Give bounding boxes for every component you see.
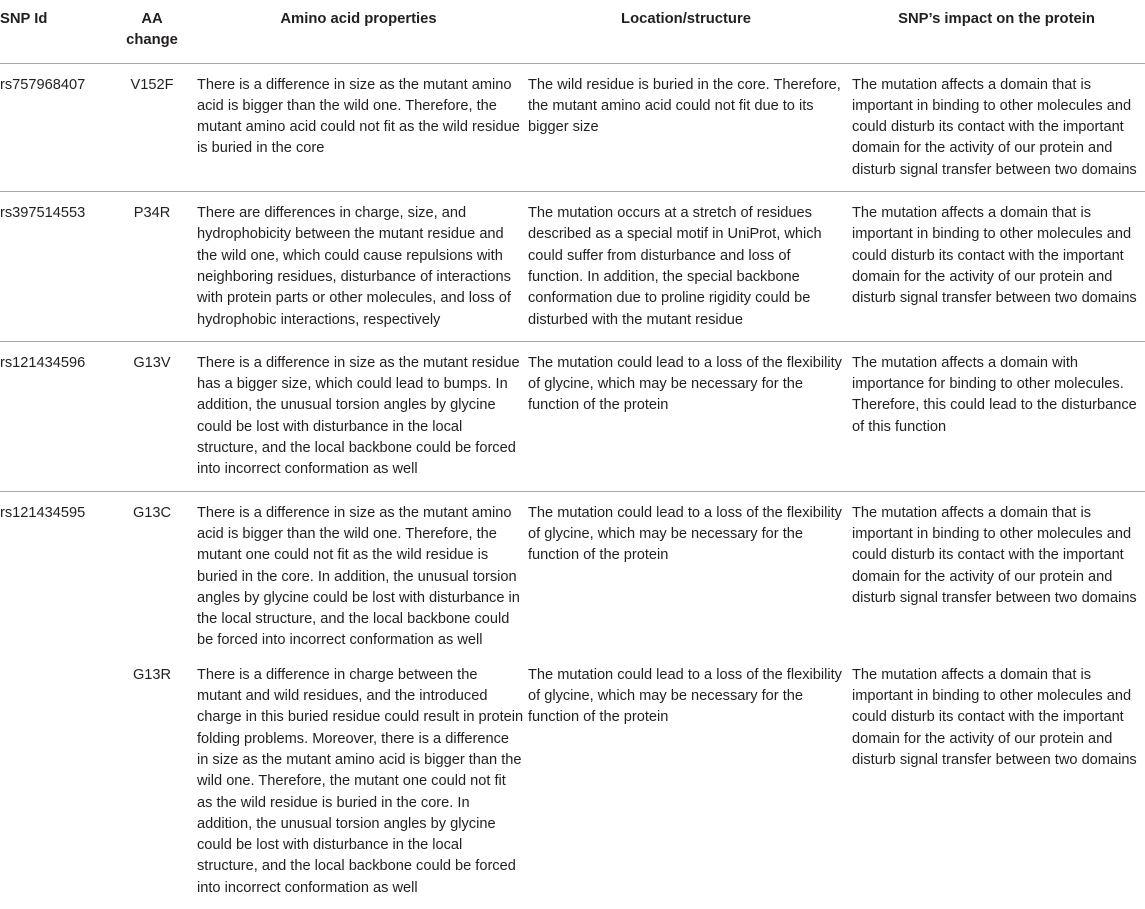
cell-aa-properties: There is a difference in size as the mutant amino acid is bigger than the wild one. Therefore, the mutant one could not fit as the wild residue is buried in the core. In addition, the unusual torsion angles by glycine could be lost with disturbance in the local structure, and the local backbone could be forced into incorrect conformation as well	[197, 504, 520, 649]
cell-aa-properties: There is a difference in charge between the mutant and wild residues, and the introduced charge in this buried residue could result in protein folding problems. Moreover, there is a difference in size as the mutant amino acid is bigger than the wild one. Therefore, the mutant one could not fit as the wild residue is buried in the core. In addition, the unusual torsion angles by glycine could be lost with disturbance in the local structure, and the local backbone could be forced into incorrect conformation as well	[197, 666, 524, 896]
cell-aa-change: G13R	[132, 666, 172, 683]
cell-location: The wild residue is buried in the core. Therefore, the mutant amino acid could not fit due to its bigger size	[524, 63, 848, 191]
table-body	[0, 63, 1145, 909]
cell-snp-id: rs757968407	[0, 63, 111, 191]
header-aa-properties: Amino acid properties	[193, 0, 524, 63]
header-row	[0, 0, 1145, 63]
cell-snp-id: rs121434595	[0, 504, 86, 521]
header-impact: SNP’s impact on the protein	[848, 0, 1145, 63]
table-row	[0, 662, 1145, 909]
cell-aa-change: P34R	[111, 192, 193, 342]
cell-aa-properties: There is a difference in size as the mutant amino acid is bigger than the wild one. Therefore, the mutant amino acid could not fit as the wild residue is buried in the core	[193, 63, 524, 191]
cell-snp-id: rs397514553	[0, 192, 111, 342]
cell-aa-change: G13V	[111, 341, 193, 491]
cell-aa-properties: There is a difference in size as the mutant residue has a bigger size, which could lead to bumps. In addition, the unusual torsion angles by glycine could be lost with disturbance in the local structure, and the local backbone could be forced into incorrect conformation as well	[193, 341, 524, 491]
cell-location: The mutation could lead to a loss of the flexibility of glycine, which may be necessary for the function of the protein	[528, 504, 842, 564]
cell-snp-id: rs121434596	[0, 341, 111, 491]
cell-impact: The mutation affects a domain that is important in binding to other molecules and could disturb its contact with the important domain for the activity of our protein and disturb signal transfer between two domains	[848, 192, 1145, 342]
cell-location: The mutation could lead to a loss of the flexibility of glycine, which may be necessary for the function of the protein	[528, 666, 842, 726]
header-location: Location/structure	[524, 0, 848, 63]
cell-impact: The mutation affects a domain with importance for binding to other molecules. Therefore, this could lead to the disturbance of this function	[848, 341, 1145, 491]
cell-aa-change: G13C	[132, 504, 172, 521]
table-row	[0, 491, 1145, 662]
cell-location: The mutation could lead to a loss of the flexibility of glycine, which may be necessary for the function of the protein	[524, 341, 848, 491]
cell-snp-id	[0, 662, 111, 909]
header-aa-change: AA change	[111, 0, 193, 63]
cell-impact: The mutation affects a domain that is important in binding to other molecules and could disturb its contact with the important domain for the activity of our protein and disturb signal transfer between two domains	[848, 63, 1145, 191]
cell-aa-properties: There are differences in charge, size, and hydrophobicity between the mutant residue and the wild one, which could cause repulsions with neighboring residues, disturbance of interactions with protein parts or other molecules, and loss of hydrophobic interactions, respectively	[193, 192, 524, 342]
cell-impact: The mutation affects a domain that is important in binding to other molecules and could disturb its contact with the important domain for the activity of our protein and disturb signal transfer between two domains	[852, 504, 1137, 606]
table-row	[0, 192, 1145, 342]
table-row	[0, 341, 1145, 491]
cell-impact: The mutation affects a domain that is important in binding to other molecules and could disturb its contact with the important domain for the activity of our protein and disturb signal transfer between two domains	[852, 666, 1137, 768]
cell-location: The mutation occurs at a stretch of residues described as a special motif in UniProt, which could suffer from disturbance and loss of function. In addition, the special backbone conformation due to proline rigidity could be disturbed with the mutant residue	[524, 192, 848, 342]
table-header	[0, 0, 1145, 63]
cell-aa-change: V152F	[111, 63, 193, 191]
table-row	[0, 63, 1145, 191]
header-snp-id: SNP Id	[0, 0, 111, 63]
